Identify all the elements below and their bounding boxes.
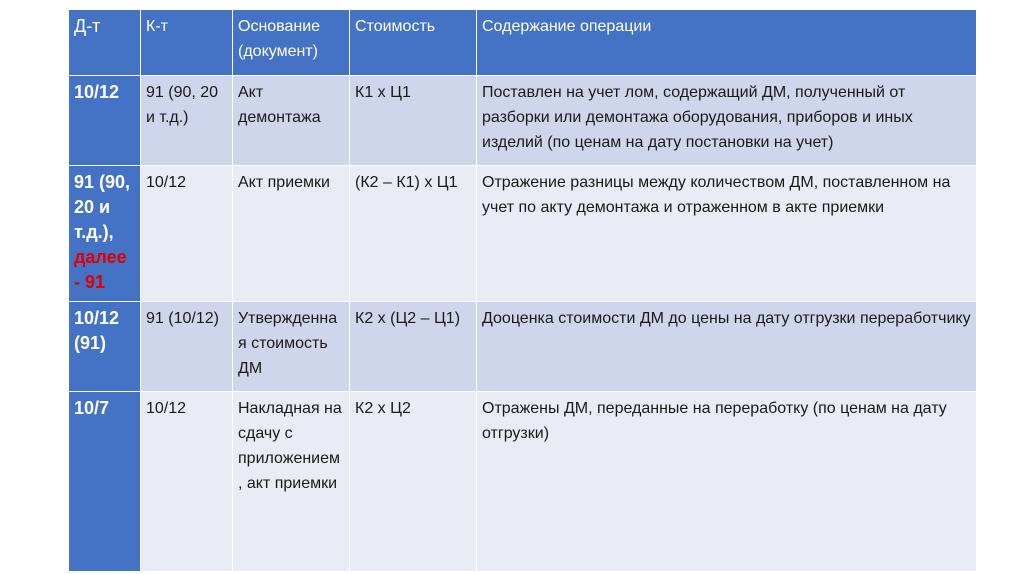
cell-description: Поставлен на учет лом, содержащий ДМ, полученный от разборки или демонтажа оборудования, приборов и иных изделий (по ценам на дату постановки на учет) (477, 76, 977, 166)
cell-debit: 10/7 (69, 392, 141, 572)
cell-document: Акт демонтажа (233, 76, 350, 166)
cell-credit: 91 (10/12) (141, 302, 233, 392)
cell-description: Дооценка стоимости ДМ до цены на дату отгрузки переработчику (477, 302, 977, 392)
header-cost: Стоимость (350, 10, 477, 76)
table-row (69, 392, 977, 572)
table-header-row (69, 10, 977, 76)
cell-cost: К2 х (Ц2 – Ц1) (350, 302, 477, 392)
cell-document: Накладная на сдачу с приложением, акт приемки (233, 392, 350, 572)
table-row (69, 76, 977, 166)
cell-credit: 91 (90, 20 и т.д.) (141, 76, 233, 166)
cell-debit-note: далее - 91 (74, 247, 127, 292)
cell-cost: К2 х Ц2 (350, 392, 477, 572)
cell-credit: 10/12 (141, 392, 233, 572)
table-row (69, 302, 977, 392)
cell-debit: 10/12 (69, 76, 141, 166)
header-credit: К-т (141, 10, 233, 76)
cell-debit-main: 91 (90, 20 и т.д.), (74, 172, 131, 242)
accounting-entries-table (68, 9, 977, 572)
cell-credit: 10/12 (141, 166, 233, 302)
table-row (69, 166, 977, 302)
header-document: Основание (документ) (233, 10, 350, 76)
cell-description: Отражение разницы между количеством ДМ, поставленном на учет по акту демонтажа и отраженном в акте приемки (477, 166, 977, 302)
cell-description: Отражены ДМ, переданные на переработку (по ценам на дату отгрузки) (477, 392, 977, 572)
cell-document: Утвержденная стоимость ДМ (233, 302, 350, 392)
cell-debit: 10/12 (91) (69, 302, 141, 392)
header-debit: Д-т (69, 10, 141, 76)
cell-cost: (К2 – К1) х Ц1 (350, 166, 477, 302)
cell-cost: К1 х Ц1 (350, 76, 477, 166)
header-description: Содержание операции (477, 10, 977, 76)
cell-document: Акт приемки (233, 166, 350, 302)
cell-debit (69, 166, 141, 302)
